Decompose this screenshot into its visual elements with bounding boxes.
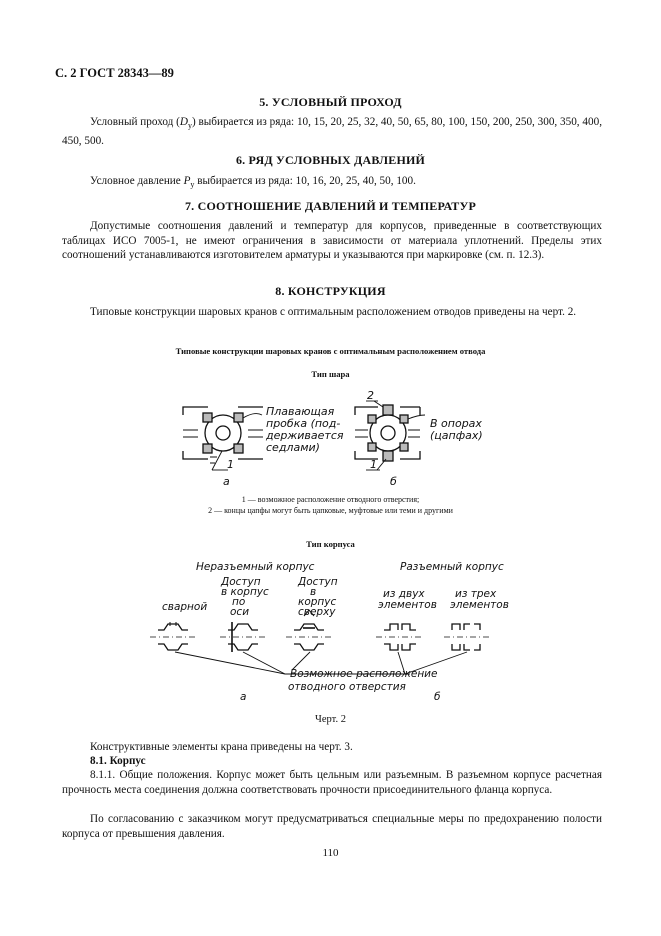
top-label-3: корпус xyxy=(298,596,337,608)
possible-location-label-2: отводного отверстия xyxy=(288,681,406,693)
non-split-label: Неразъемный корпус xyxy=(196,561,315,573)
support-label-2: (цапфах) xyxy=(430,429,483,442)
legend-1: 1 — возможное расположение отводного отверстия; xyxy=(241,495,420,504)
legend-2: 2 — концы цапфы могут быть цапковые, муфтовые или теми и другими xyxy=(208,506,453,515)
body-label-b: б xyxy=(434,691,441,702)
callout-1-left: 1 xyxy=(227,458,234,471)
callout-2: 2 xyxy=(367,389,374,402)
floating-label-1: Плавающая xyxy=(266,405,335,418)
top-label-4: сверху xyxy=(298,606,336,618)
axis-label-1: Доступ xyxy=(221,576,261,588)
axis-label-4: оси xyxy=(230,606,250,618)
body-type-title: Тип корпуса xyxy=(306,539,355,549)
ball-type-title: Тип шара xyxy=(311,369,350,379)
three-elements-label-1: из трех xyxy=(455,588,497,600)
axis-label-2: в корпус xyxy=(221,586,269,598)
axis-label-3: по xyxy=(232,596,246,608)
floating-label-3: держивается xyxy=(266,429,344,442)
section-8-title: 8. КОНСТРУКЦИЯ xyxy=(275,284,386,298)
page-header: С. 2 ГОСТ 28343—89 xyxy=(55,66,174,80)
ball-label-a: а xyxy=(223,475,230,488)
callout-1-right: 1 xyxy=(370,458,377,471)
support-label-1: В опорах xyxy=(430,417,482,430)
section-6-text: Условное давление $P_y$ выбирается из ряда: 10, 16, 20, 25, 40, 50, 100. xyxy=(90,175,416,190)
body-type-drawing xyxy=(0,552,661,702)
section-7-text: Допустимые соотношения давлений и температур для корпусов, приведенные в соответствующих таблицах ИСО 7005-1, не имеют ограничения в зависимости от материала уплотнений. Пределы этих соотношений устанавливаются изготовителем арматуры и указываются при маркировке (см. п. 12.3). xyxy=(62,220,602,262)
after-paragraph-1: Конструктивные элементы крана приведены на черт. 3. xyxy=(90,741,353,753)
section-6-title: 6. РЯД УСЛОВНЫХ ДАВЛЕНИЙ xyxy=(235,153,426,167)
section-7-title: 7. СООТНОШЕНИЕ ДАВЛЕНИЙ И ТЕМПЕРАТУР xyxy=(184,199,477,213)
section-8-text: Типовые конструкции шаровых кранов с оптимальным расположением отводов приведены на черт. 2. xyxy=(90,306,577,318)
section-5-title: 5. УСЛОВНЫЙ ПРОХОД xyxy=(259,95,402,109)
welded-label: сварной xyxy=(162,601,208,613)
possible-location-label-1: Возможное расположение xyxy=(290,668,438,680)
two-elements-label-1: из двух xyxy=(383,588,425,600)
page-number: 110 xyxy=(322,847,339,859)
after-paragraph-3: 8.1.1. Общие положения. Корпус может быть цельным или разъемным. В разъемном корпусе расчетная прочность места соединения должна соответствовать прочности присоединительного фланца корпуса. xyxy=(62,769,602,796)
split-label: Разъемный корпус xyxy=(400,561,504,573)
ball-type-drawing xyxy=(0,385,661,495)
three-elements-label-2: элементов xyxy=(450,599,509,611)
body-label-a: а xyxy=(240,691,247,702)
ball-label-b: б xyxy=(390,475,397,488)
two-elements-label-2: элементов xyxy=(378,599,437,611)
top-label-2: в xyxy=(310,586,317,598)
figure-title: Типовые конструкции шаровых кранов с оптимальным расположением отвода xyxy=(175,346,486,356)
section-5-text: Условный проход $(D_y)$ выбирается из ряда: 10, 15, 20, 25, 32, 40, 50, 65, 80, 100, 150, 200, 250, 300, 350, 400, 450, 500. xyxy=(62,116,602,147)
subsection-8-1-title: 8.1. Корпус xyxy=(90,755,146,767)
top-label-1: Доступ xyxy=(298,576,338,588)
figure-caption: Черт. 2 xyxy=(315,714,346,725)
floating-label-4: седлами) xyxy=(266,441,320,454)
floating-label-2: пробка (под- xyxy=(266,417,341,430)
after-paragraph-4: По согласованию с заказчиком могут предусматриваться специальные меры по предохранению полости корпуса от превышения давления. xyxy=(62,813,602,840)
